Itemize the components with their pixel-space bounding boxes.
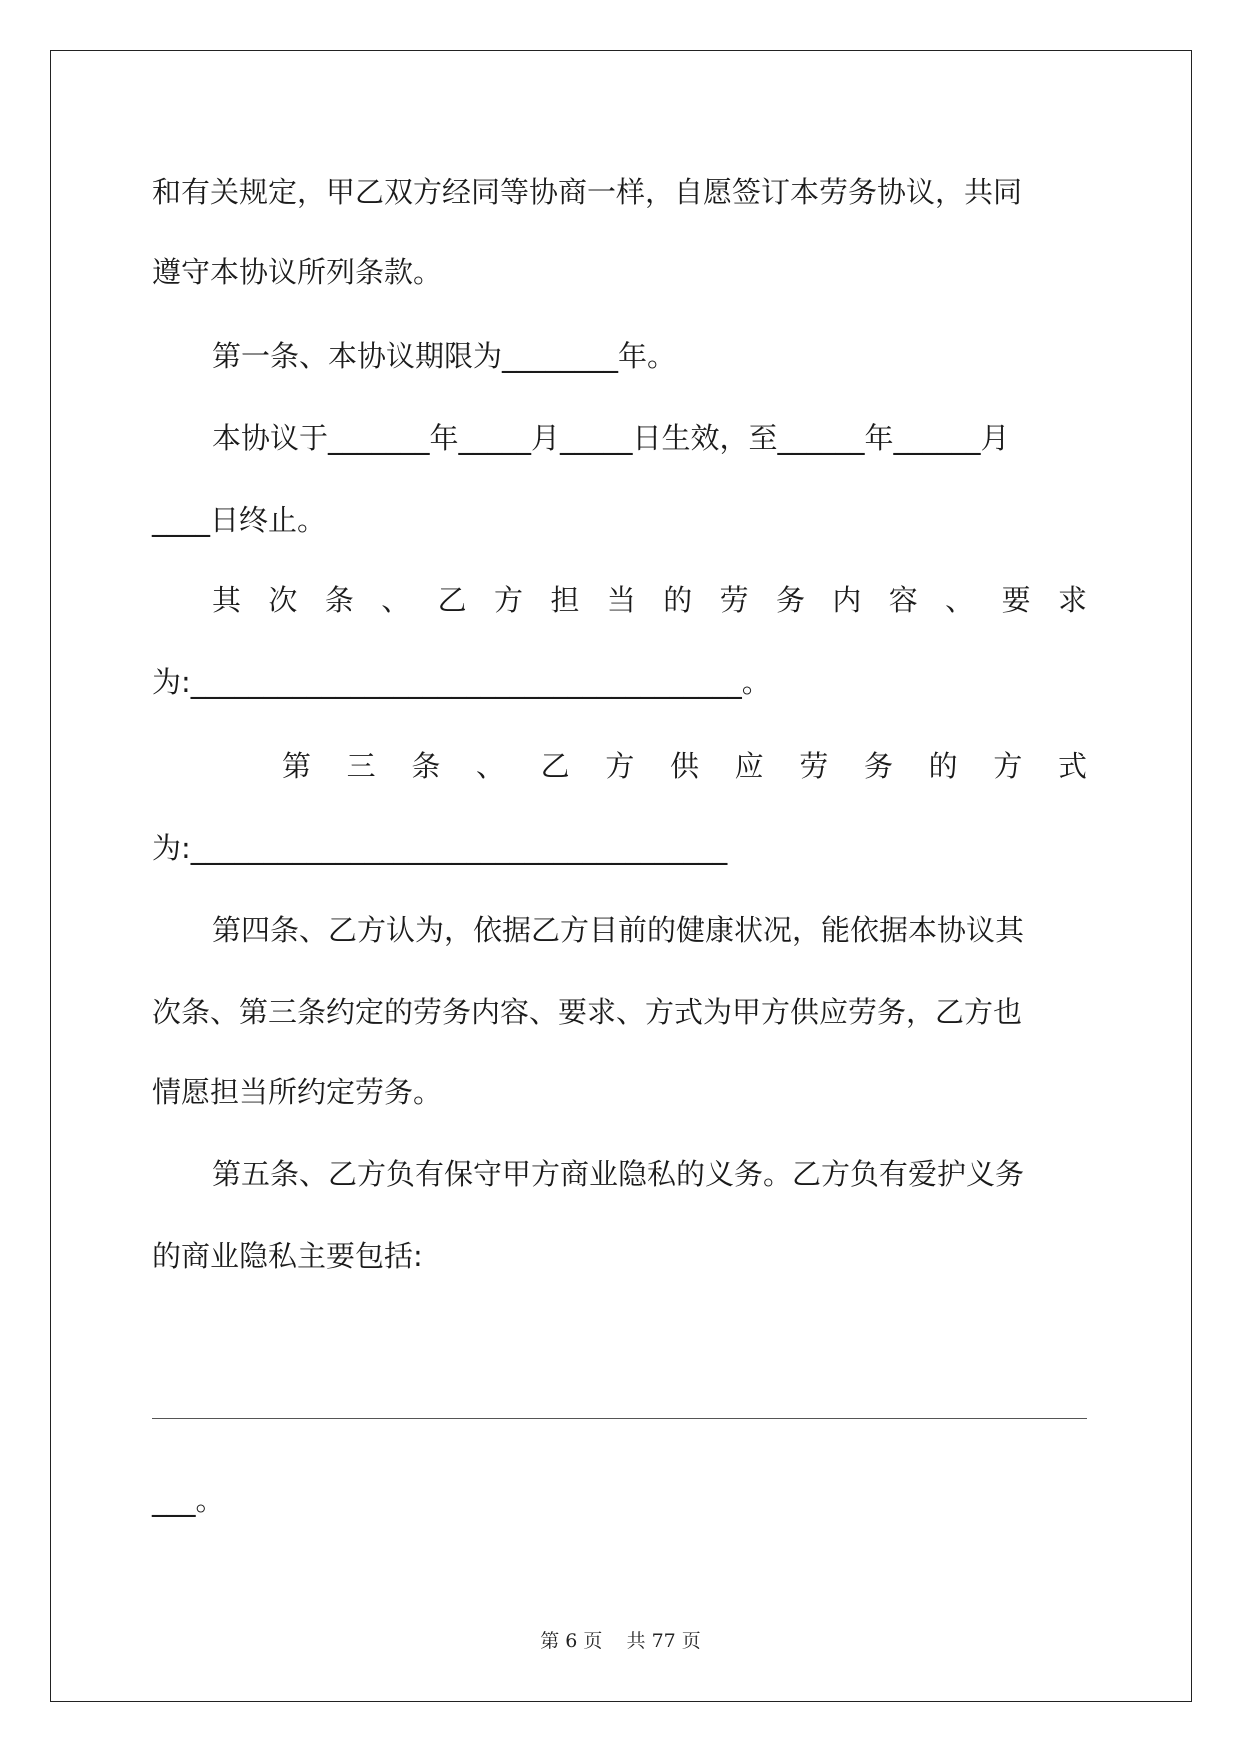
clause-1-dates-end: ____日终止。 [152,503,327,537]
clause-4-line-2: 次条、第三条约定的劳务内容、要求、方式为甲方供应劳务，乙方也 [152,995,1023,1029]
text-line-2: 遵守本协议所列条款。 [152,255,443,289]
clause-1-dates: 本协议于_______年_____月_____日生效，至______年______月 [212,421,1010,455]
clause-3-blank: 为:_____________________________________ [152,831,728,865]
clause-5-line-2: 的商业隐私主要包括: [152,1239,423,1273]
clause-5-blank-end: ___。 [152,1483,225,1517]
page-footer: 第 6 页 共 77 页 [540,1630,701,1652]
clause-4-line-3: 情愿担当所约定劳务。 [152,1075,443,1109]
clause-2-blank: 为:______________________________________。 [152,665,771,699]
clause-3-heading: 第三条、乙方供应劳务的方式 [282,749,1087,783]
fill-in-blank-line [152,1418,1087,1419]
clause-1-term: 第一条、本协议期限为________年。 [212,339,677,373]
text-line-1: 和有关规定，甲乙双方经同等协商一样，自愿签订本劳务协议，共同 [152,175,1023,209]
clause-4-line-1: 第四条、乙方认为，依据乙方目前的健康状况，能依据本协议其 [212,913,1025,947]
clause-2-heading: 其次条、乙方担当的劳务内容、要求 [212,583,1087,617]
clause-5-line-1: 第五条、乙方负有保守甲方商业隐私的义务。乙方负有爱护义务 [212,1157,1025,1191]
page-border [50,50,1192,1702]
